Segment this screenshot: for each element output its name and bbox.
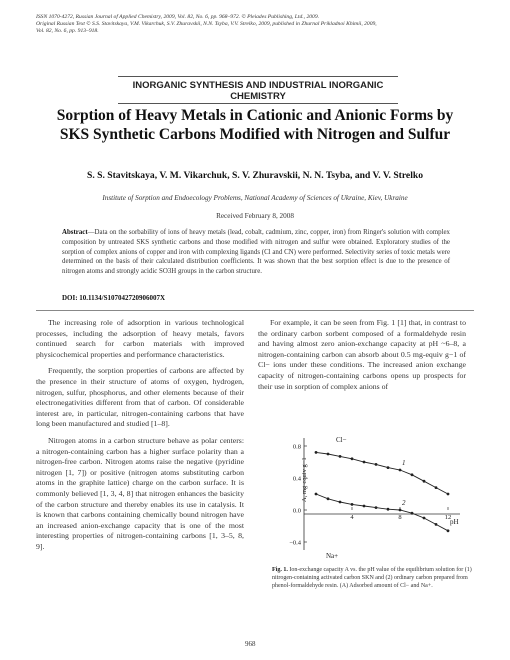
paragraph: For example, it can be seen from Fig. 1 [1] that, in contrast to the ordinary carbon sorbent composed of a formaldehyde resin and having almost zero anion-exchange capacity at pH ~6–8, a nitrogen-containing carbon can absorb about 0.5 mg-equiv g−1 of Cl− ions under these conditions. The increased anion exchange capacity of nitrogen-containing carbons opens up prospects for their use in sorption of complex anions of [258, 318, 466, 391]
abstract-label: Abstract [62, 229, 88, 236]
bottom-label: Na+ [326, 552, 339, 560]
left-column [36, 318, 244, 558]
data-point [411, 512, 414, 515]
data-point [423, 517, 426, 520]
data-point [363, 461, 366, 464]
y-axis-label: A, mg-equiv g−1 [301, 457, 308, 502]
affiliation: Institute of Sorption and Endoecology Problems, National Academy of Sciences of Ukraine, Kiev, Ukraine [102, 194, 408, 202]
y-tick-label: 0.0 [292, 507, 301, 515]
caption-label: Fig. 1. [272, 567, 288, 573]
y-tick-label: 0.8 [292, 443, 301, 451]
right-column [258, 318, 466, 398]
ion-exchange-chart [270, 432, 470, 560]
header-line-2: Original Russian Text © S.S. Stavitskaya, V.M. Vikarchuk, S.V. Zhuravskii, N.N. Tsyba, V.V. Strelko, 2009, published in Zhurnal Prikladnoi Khimii, 2009, [36, 21, 377, 28]
paragraph: Frequently, the sorption properties of carbons are affected by the presence in their structure of atoms of oxygen, hydrogen, nitrogen, sulfur, phosphorus, and other elements because of their electronegativities different from that of carbon. Of considerable interest are, in particular, nitrogen-containing carbons that have long been manufactured and studied [1–8]. [36, 366, 244, 429]
doi: DOI: 10.1134/S107042720906007X [62, 294, 166, 302]
figure-caption [272, 566, 472, 590]
received-date: Received February 8, 2008 [216, 212, 294, 220]
series-line-1 [316, 452, 448, 494]
figure-1 [270, 432, 470, 560]
data-point [447, 493, 450, 496]
paper-title: Sorption of Heavy Metals in Cationic and Anionic Forms by SKS Synthetic Carbons Modified with Nitrogen and Sulfur [56, 107, 454, 143]
section-rule-bottom [118, 103, 398, 104]
data-point [351, 457, 354, 460]
section-heading: INORGANIC SYNTHESIS AND INDUSTRIAL INORGANIC CHEMISTRY [132, 80, 384, 102]
data-point [315, 451, 318, 454]
data-point [435, 486, 438, 489]
series-line-2 [316, 494, 448, 531]
top-label: Cl− [336, 436, 347, 444]
header-line-1: ISSN 1070-4272, Russian Journal of Applied Chemistry, 2009, Vol. 82, No. 6, pp. 968–972. © Pleiades Publishing, Ltd., 2009. [36, 14, 320, 20]
series-label-2: 2 [402, 499, 406, 507]
data-point [339, 455, 342, 458]
data-point [399, 469, 402, 472]
abstract-text: —Data on the sorbability of ions of heavy metals (lead, cobalt, cadmium, zinc, copper, iron) from Ringer's solution with complex composition by untreated SKS synthetic carbons and those modified with nitrogen and sulfur were obtained. Exploratory studies of the sorption of complex anions of copper and iron with complexing ligands (Cl and CN) were performed. Selectivity series of toxic metals were determined on the basis of their calculated distribution coefficients. It was shown that the best sorption effect is due to the presence of nitrogen atoms and strongly acidic SO3H groups in the carbon structure. [62, 229, 450, 276]
x-tick-label: 12 [444, 514, 452, 521]
abstract [62, 228, 450, 277]
data-point [327, 497, 330, 500]
data-point [423, 480, 426, 483]
abstract-divider [36, 310, 474, 311]
data-point [315, 493, 318, 496]
authors: S. S. Stavitskaya, V. M. Vikarchuk, S. V. Zhuravskii, N. N. Tsyba, and V. V. Strelko [86, 170, 423, 181]
caption-text: Ion-exchange capacity A vs. the pH value of the equilibrium solution for (1) nitrogen-containing activated carbon SKN and (2) ordinary carbon prepared from phenol-formaldehyde resin. (A) Adsorbed amount of Cl− and Na+. [272, 567, 472, 589]
data-point [387, 466, 390, 469]
data-point [363, 505, 366, 508]
data-point [411, 473, 414, 476]
data-point [447, 529, 450, 532]
y-tick-label: 0.4 [292, 475, 301, 483]
data-point [327, 453, 330, 456]
data-point [375, 463, 378, 466]
page-number: 968 [245, 640, 256, 648]
section-rule-top [118, 76, 398, 77]
data-point [339, 501, 342, 504]
journal-header [36, 14, 496, 36]
data-point [387, 508, 390, 511]
paragraph: The increasing role of adsorption in various technological processes, including the adsorption of heavy metals, favors continued search for carbon materials with improved physicochemical properties and performance characteristics. [36, 318, 244, 359]
paragraph: Nitrogen atoms in a carbon structure behave as polar centers: a nitrogen-containing carbon has a higher surface polarity than a nitrogen-free carbon. Nitrogen atoms raise the negative (pyridine nitrogen [1, 7]) or positive (nitrogen atoms substituting carbon atoms in the graphite lattice) charge on the carbon surface. It is commonly believed [1, 3, 4, 8] that nitrogen enhances the basicity of the carbon structure and thereby enables its use in catalysis. It is known that carbons containing chemically bound nitrogen have an increased anion-exchange capacity that is one of the most interesting properties of nitrogen-containing carbons [1, 3–5, 8, 9]. [36, 435, 244, 551]
y-tick-label: −0.4 [289, 539, 301, 547]
series-label-1: 1 [402, 459, 406, 467]
data-point [399, 509, 402, 512]
data-point [351, 503, 354, 506]
x-tick-label: 8 [398, 514, 402, 521]
x-axis-label: pH [450, 518, 459, 526]
data-point [375, 506, 378, 509]
header-line-3: Vol. 82, No. 6, pp. 913–918. [36, 28, 99, 35]
x-tick-label: 4 [350, 514, 354, 521]
data-point [435, 523, 438, 526]
